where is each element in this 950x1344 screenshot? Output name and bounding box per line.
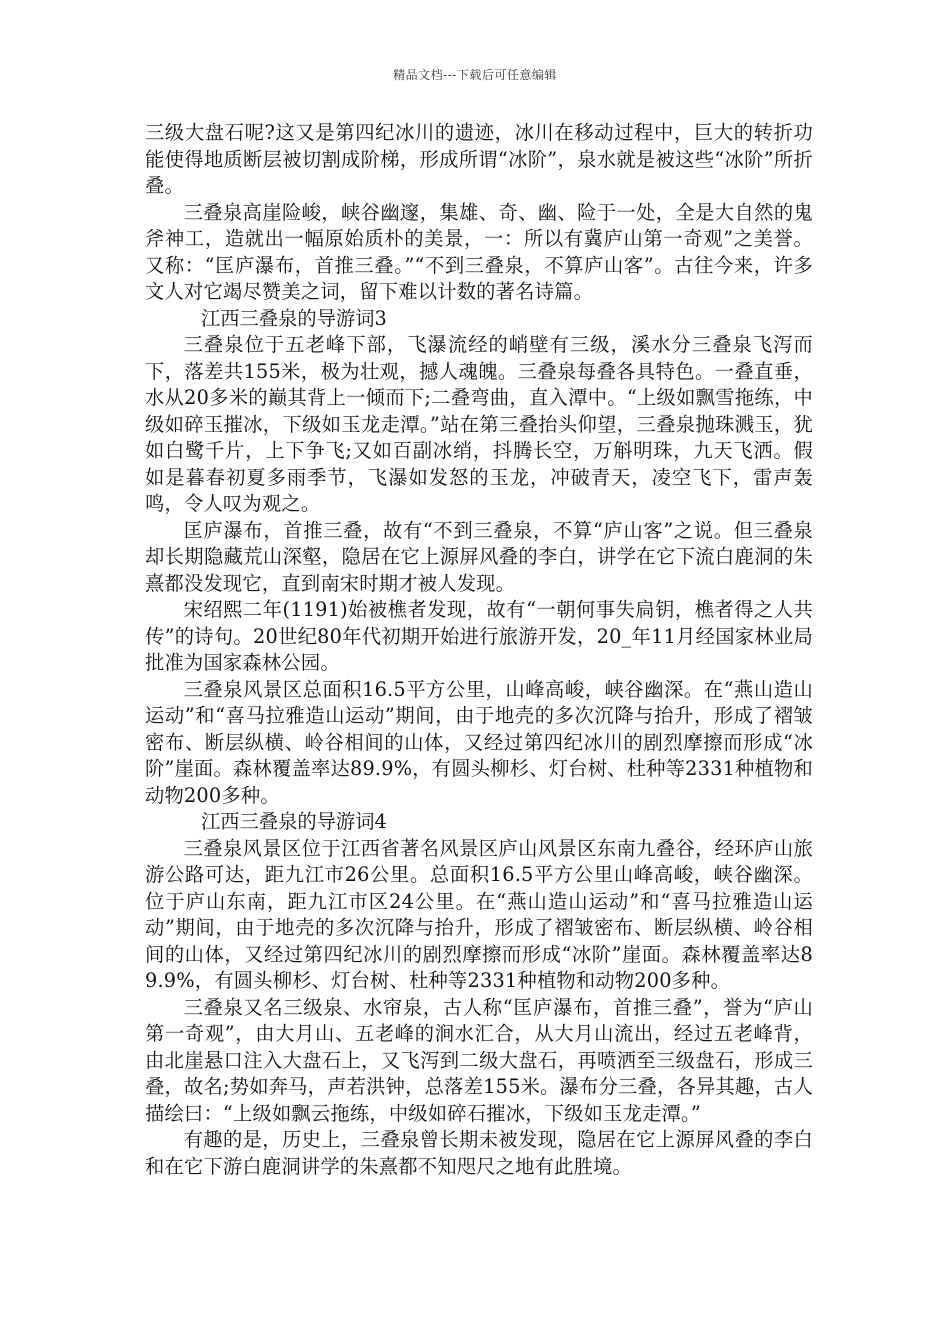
paragraph: 有趣的是，历史上，三叠泉曾长期未被发现，隐居在它上源屏风叠的李白和在它下游白鹿洞讲学的朱熹都不知咫尺之地有此胜境。	[145, 1128, 813, 1178]
paragraph: 三叠泉高崖险峻，峡谷幽邃，集雄、奇、幽、险于一处，全是大自然的鬼斧神工，造就出一幅原始质朴的美景，一：所以有冀庐山第一奇观”之美誉。又称：“匡庐瀑布，首推三叠。”“不到三叠泉，不算庐山客”。古往今来，许多文人对它竭尽赞美之词，留下难以计数的著名诗篇。	[145, 200, 813, 303]
section-heading: 江西三叠泉的导游词3	[200, 306, 387, 330]
paragraph: 三叠泉风景区总面积16.5平方公里，山峰高峻，峡谷幽深。在“燕山造山运动”和“喜马拉雅造山运动”期间，由于地壳的多次沉降与抬升，形成了褶皱密布、断层纵横、岭谷相间的山体，又经过第四纪冰川的剧烈摩擦而形成“冰阶”崖面。森林覆盖率达89.9%，有圆头柳杉、灯台树、杜种等2331种植物和动物200多种。	[145, 677, 813, 807]
paragraph: 宋绍熙二年(1191)始被樵者发现，故有“一朝何事失扃钥，樵者得之人共传”的诗句。20世纪80年代初期开始进行旅游开发，20_年11月经国家林业局批准为国家森林公园。	[145, 598, 813, 674]
section-heading: 江西三叠泉的导游词4	[200, 810, 387, 833]
paragraph: 三叠泉又名三级泉、水帘泉，古人称“匡庐瀑布，首推三叠”，誉为“庐山第一奇观”，由大月山、五老峰的涧水汇合，从大月山流出，经过五老峰背，由北崖悬口注入大盘石上，又飞泻到二级大盘石，再喷洒至三级盘石，形成三叠，故名;势如奔马，声若洪钟，总落差155米。瀑布分三叠，各异其趣，古人描绘曰：“上级如飘云拖练，中级如碎石摧冰，下级如玉龙走潭。”	[145, 995, 813, 1125]
document-body	[145, 120, 813, 1180]
paragraph: 匡庐瀑布，首推三叠，故有“不到三叠泉，不算“庐山客”之说。但三叠泉却长期隐藏荒山深壑，隐居在它上源屏风叠的李白，讲学在它下流白鹿洞的朱熹都没发现它，直到南宋时期才被人发现。	[145, 518, 813, 595]
paragraph: 三叠泉风景区位于江西省著名风景区庐山风景区东南九叠谷，经环庐山旅游公路可达，距九江市26公里。总面积16.5平方公里山峰高峻，峡谷幽深。位于庐山东南，距九江市区24公里。在“燕山造山运动”和“喜马拉雅造山运动”期间，由于地壳的多次沉降与抬升，形成了褶皱密布、断层纵横、岭谷相间的山体，又经过第四纪冰川的剧烈摩擦而形成“冰阶”崖面。森林覆盖率达89.9%，有圆头柳杉、灯台树、杜种等2331种植物和动物200多种。	[145, 836, 813, 992]
paragraph: 三叠泉位于五老峰下部，飞瀑流经的峭壁有三级，溪水分三叠泉飞泻而下，落差共155米，极为壮观，撼人魂魄。三叠泉每叠各具特色。一叠直垂，水从20多米的巅其背上一倾而下;二叠弯曲，直入潭中。“上级如飘雪拖练，中级如碎玉摧冰，下级如玉龙走潭。”站在第三叠抬头仰望，三叠泉抛珠溅玉，犹如白鹭千片，上下争飞;又如百副冰绡，抖腾长空，万斛明珠，九天飞洒。假如是暮春初夏多雨季节，飞瀑如发怒的玉龙，冲破青天，凌空飞下，雷声轰鸣，令人叹为观之。	[145, 333, 813, 515]
page-header: 精品文档---下载后可任意编辑	[393, 68, 557, 82]
paragraph: 三级大盘石呢?这又是第四纪冰川的遗迹，冰川在移动过程中，巨大的转折功能使得地质断层被切割成阶梯，形成所谓“冰阶”，泉水就是被这些“冰阶”所折叠。	[145, 121, 813, 197]
